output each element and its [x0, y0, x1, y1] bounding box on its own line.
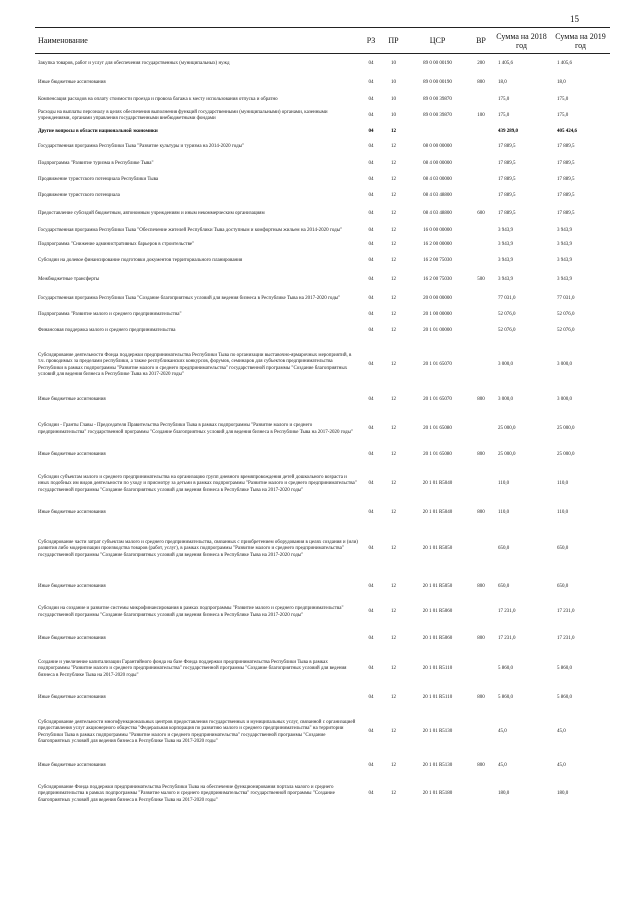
row-pr: 12	[391, 791, 396, 797]
table-row	[35, 775, 610, 815]
row-rz: 04	[368, 729, 374, 735]
row-pr: 12	[391, 481, 396, 487]
row-rz: 04	[368, 128, 374, 134]
row-sum-2019: 18,0	[557, 80, 566, 86]
header-pr: ПР	[382, 28, 405, 54]
row-csr: 08 0 00 00000	[423, 144, 452, 150]
row-sum-2018: 175,0	[498, 112, 510, 118]
row-pr: 12	[391, 328, 396, 334]
row-pr: 12	[391, 277, 396, 283]
row-rz: 04	[368, 328, 374, 334]
row-name: Иные бюджетные ассигнования	[38, 694, 106, 700]
row-vr	[470, 94, 492, 107]
row-sum-2018: 110,0	[498, 481, 510, 487]
row-csr: 20 1 01 R5060	[422, 636, 453, 642]
row-sum-2018: 650,0	[498, 583, 510, 589]
row-sum-2018: 17 889,5	[498, 144, 516, 150]
table-row	[35, 521, 610, 579]
row-csr: 20 1 01 R5040	[422, 510, 453, 516]
row-name: Субсидирование деятельности Фонда поддержки предпринимательства Республики Тыва по организации выставочно-ярмарочных мероприятий, в т.ч. проводимых за пределами республики, а также республиканских конкурсов, форумов, семинаров для субъектов предпринимательства Республики в рамках подпрограммы "Развитие малого и среднего предпринимательства" государственной программы "Создание благоприятных условий для ведения бизнеса в Республике Тыва на 2017-2020 годы"	[38, 353, 352, 377]
row-csr: 20 1 01 R5060	[422, 609, 453, 615]
row-pr: 12	[391, 452, 396, 458]
table-row	[35, 690, 610, 707]
row-csr: 20 1 01 R5130	[422, 763, 453, 769]
row-csr: 16 2 00 00000	[423, 242, 452, 248]
row-vr	[470, 291, 492, 309]
row-vr: 800	[477, 397, 485, 403]
row-vr: 800	[477, 763, 485, 769]
row-sum-2018: 439 289,0	[498, 128, 518, 134]
row-sum-2018: 5 860,0	[498, 666, 513, 672]
row-name: Субсидирование части затрат субъектам малого и среднего предпринимательства, связанных с приобретением оборудования в целях создания и (или) развития либо модернизации производства товаров (работ, услуг), в рамках подпрограммы "Развитие малого и среднего предпринимательства" государственной программы "Создание благоприятных условий для ведения бизнеса в Республике Тыва на 2017-2020 годы"	[38, 540, 358, 558]
table-row	[35, 126, 610, 139]
header-rz: РЗ	[360, 28, 382, 54]
row-sum-2018: 25 000,0	[498, 426, 516, 432]
row-sum-2018: 17 889,5	[498, 161, 516, 167]
page-number: 15	[570, 14, 579, 24]
table-body	[35, 54, 610, 815]
row-sum-2018: 17 231,0	[498, 636, 516, 642]
row-sum-2018: 180,0	[498, 791, 510, 797]
row-pr: 12	[391, 161, 396, 167]
row-vr: 200	[477, 60, 485, 66]
table-row	[35, 54, 610, 74]
table-row	[35, 579, 610, 596]
table-row	[35, 94, 610, 107]
row-rz: 04	[368, 277, 374, 283]
row-rz: 04	[368, 210, 374, 216]
row-vr	[470, 189, 492, 205]
row-sum-2018: 45,0	[498, 763, 507, 769]
row-sum-2018: 45,0	[498, 729, 507, 735]
row-name: Расходы на выплаты персоналу в целях обеспечения выполнения функций государственными (муниципальными) органами, казенными учреждениями, органами управления государственными внебюджетными фондами	[38, 109, 328, 121]
header-name: Наименование	[35, 28, 360, 54]
row-name: Иные бюджетные ассигнования	[38, 80, 106, 86]
row-rz: 04	[368, 546, 374, 552]
header-csr: ЦСР	[405, 28, 470, 54]
row-vr: 500	[477, 277, 485, 283]
row-vr: 800	[477, 583, 485, 589]
row-sum-2018: 3 943,9	[498, 227, 513, 233]
header-sum-2018: Сумма на 2018 год	[492, 28, 551, 54]
row-sum-2018: 77 031,0	[498, 296, 516, 302]
row-csr: 20 1 01 R5040	[422, 481, 453, 487]
row-rz: 04	[368, 161, 374, 167]
row-vr	[470, 239, 492, 253]
row-sum-2019: 3 943,9	[557, 258, 572, 264]
row-csr: 20 0 00 00000	[423, 296, 452, 302]
row-vr: 800	[477, 452, 485, 458]
row-pr: 12	[391, 210, 396, 216]
row-vr	[470, 253, 492, 271]
table-row	[35, 239, 610, 253]
row-pr: 10	[391, 60, 396, 66]
row-sum-2018: 25 000,0	[498, 452, 516, 458]
row-pr: 12	[391, 763, 396, 769]
row-csr: 16 0 00 00000	[423, 227, 452, 233]
row-pr: 10	[391, 96, 396, 102]
row-rz: 04	[368, 666, 374, 672]
row-name: Субсидирование Фонда поддержки предпринимательства Республики Тыва на обеспечение функционирования портала малого и среднего предпринимательства в рамках подпрограммы "Развитие малого и среднего предпринимательства" государственной программы "Создание благоприятных условий для ведения бизнеса в Республике Тыва на 2017-2020 годы"	[38, 785, 335, 803]
row-pr: 12	[391, 510, 396, 516]
row-rz: 04	[368, 258, 374, 264]
row-pr: 12	[391, 296, 396, 302]
row-sum-2018: 52 076,0	[498, 328, 516, 334]
row-csr: 08 4 03 48800	[423, 210, 452, 216]
row-csr: 08 4 03 48800	[423, 193, 452, 199]
row-rz: 04	[368, 397, 374, 403]
row-csr: 89 0 00 00190	[423, 80, 452, 86]
row-name: Субсидирование деятельности многофункциональных центров предоставления государственных и муниципальных услуг, связанной с организацией предоставления услуг акционерного общества "Федеральная корпорация по развитию малого и среднего предпринимательства" на территории Республики Тыва в рамках подпрограммы "Развитие малого и среднего предпринимательства" государственной программы "Создание благоприятных условий для ведения бизнеса в Республике Тыва на 2017-2020 годы"	[38, 720, 356, 744]
table-row	[35, 173, 610, 189]
row-name: Государственная программа Республики Тыва "Обеспечение жителей Республики Тыва доступным и комфортным жильем на 2014-2020 годы"	[38, 227, 343, 233]
row-vr	[470, 309, 492, 323]
row-sum-2019: 3 000,0	[557, 362, 572, 368]
row-vr	[470, 707, 492, 759]
table-row	[35, 253, 610, 271]
row-csr: 20 1 01 R5180	[422, 791, 453, 797]
row-pr: 12	[391, 193, 396, 199]
row-sum-2019: 650,0	[557, 546, 569, 552]
row-sum-2018: 3 000,0	[498, 397, 513, 403]
row-rz: 04	[368, 583, 374, 589]
row-sum-2019: 77 031,0	[557, 296, 575, 302]
row-pr: 12	[391, 177, 396, 183]
row-vr: 800	[477, 694, 485, 700]
row-name: Финансовая поддержка малого и среднего предпринимательства	[38, 328, 176, 334]
row-pr: 12	[391, 546, 396, 552]
table-row	[35, 323, 610, 341]
table-header	[35, 28, 610, 54]
row-vr: 600	[477, 210, 485, 216]
table-row	[35, 596, 610, 630]
row-rz: 04	[368, 177, 374, 183]
row-vr	[470, 157, 492, 173]
row-sum-2018: 3 943,9	[498, 258, 513, 264]
row-sum-2019: 110,0	[557, 481, 569, 487]
table-row	[35, 449, 610, 463]
row-sum-2019: 175,0	[557, 96, 569, 102]
row-rz: 04	[368, 296, 374, 302]
row-pr: 12	[391, 636, 396, 642]
row-vr	[470, 173, 492, 189]
row-name: Предоставление субсидий бюджетным, автономным учреждениям и иным некоммерческим организациям	[38, 210, 265, 216]
row-sum-2019: 3 943,9	[557, 242, 572, 248]
row-name: Субсидии на создание и развитие системы микрофинансирования в рамках подпрограммы "Развитие малого и среднего предпринимательства" государственной программы "Создание благоприятных условий для ведения бизнеса в Республике Тыва на 2017-2020 годы"	[38, 606, 344, 618]
row-sum-2018: 3 000,0	[498, 362, 513, 368]
row-pr: 10	[391, 80, 396, 86]
row-vr	[470, 463, 492, 507]
table-row	[35, 291, 610, 309]
table-row	[35, 759, 610, 775]
row-name: Подпрограмма "Снижение административных барьеров в строительстве"	[38, 242, 195, 248]
row-pr: 12	[391, 729, 396, 735]
row-rz: 04	[368, 510, 374, 516]
row-pr: 12	[391, 128, 396, 134]
table-row	[35, 189, 610, 205]
row-vr: 800	[477, 80, 485, 86]
row-name: Субсидии на долевое финансирование подготовки документов территориального планирования	[38, 258, 243, 264]
row-pr: 12	[391, 426, 396, 432]
row-csr: 89 0 00 00190	[423, 60, 452, 66]
row-name: Иные бюджетные ассигнования	[38, 583, 106, 589]
table-row	[35, 507, 610, 521]
table-row	[35, 309, 610, 323]
row-sum-2019: 110,0	[557, 510, 569, 516]
row-name: Иные бюджетные ассигнования	[38, 510, 106, 516]
table-row	[35, 341, 610, 391]
row-rz: 04	[368, 242, 374, 248]
row-sum-2019: 52 076,0	[557, 312, 575, 318]
table-row	[35, 411, 610, 449]
table-row	[35, 650, 610, 690]
row-vr	[470, 126, 492, 139]
row-sum-2018: 3 943,9	[498, 277, 513, 283]
row-name: Иные бюджетные ассигнования	[38, 636, 106, 642]
row-sum-2019: 52 076,0	[557, 328, 575, 334]
row-name: Иные бюджетные ассигнования	[38, 763, 106, 769]
row-rz: 04	[368, 362, 374, 368]
row-csr: 89 0 00 39870	[423, 112, 452, 118]
row-sum-2019: 17 231,0	[557, 609, 575, 615]
row-sum-2018: 17 889,5	[498, 193, 516, 199]
row-sum-2019: 17 889,5	[557, 144, 575, 150]
row-name: Продвижение туристского потенциала	[38, 193, 120, 199]
row-rz: 04	[368, 763, 374, 769]
row-sum-2019: 175,0	[557, 112, 569, 118]
row-vr	[470, 341, 492, 391]
row-sum-2018: 1 405,6	[498, 60, 513, 66]
row-sum-2019: 17 231,0	[557, 636, 575, 642]
row-sum-2019: 17 889,5	[557, 177, 575, 183]
row-sum-2019: 3 000,0	[557, 397, 572, 403]
row-sum-2019: 45,0	[557, 763, 566, 769]
row-name: Создание и увеличение капитализации Гарантийного фонда на базе Фонда поддержки предпринимательства Республики Тыва в рамках подпрограммы "Развитие малого и среднего предпринимательства" государственной программы "Создание благоприятных условий для ведения бизнеса в Республике Тыва на 2017-2020 годы"	[38, 660, 347, 678]
row-name: Иные бюджетные ассигнования	[38, 452, 106, 458]
row-csr: 20 1 01 65070	[423, 397, 452, 403]
row-pr: 12	[391, 609, 396, 615]
row-sum-2018: 5 860,0	[498, 694, 513, 700]
row-pr: 12	[391, 227, 396, 233]
row-vr: 800	[477, 510, 485, 516]
row-sum-2019: 17 889,5	[557, 161, 575, 167]
row-csr: 20 1 00 00000	[423, 312, 452, 318]
table-row	[35, 139, 610, 157]
table-row	[35, 107, 610, 126]
row-name: Межбюджетные трансферты	[38, 277, 100, 283]
row-name: Другие вопросы в области национальной экономики	[38, 128, 158, 134]
row-pr: 12	[391, 312, 396, 318]
row-vr: 800	[477, 636, 485, 642]
row-rz: 04	[368, 80, 374, 86]
row-rz: 04	[368, 609, 374, 615]
row-sum-2019: 1 405,6	[557, 60, 572, 66]
row-pr: 12	[391, 694, 396, 700]
row-rz: 04	[368, 60, 374, 66]
row-rz: 04	[368, 227, 374, 233]
row-csr: 20 1 01 R5050	[422, 546, 453, 552]
row-name: Продвижение туристского потенциала Республики Тыва	[38, 177, 159, 183]
row-sum-2019: 180,0	[557, 791, 569, 797]
row-name: Субсидии субъектам малого и среднего предпринимательства на организацию групп дневного времяпровождения детей дошкольного возраста и иных подобных им видов деятельности по уходу и присмотру за детьми в рамках подпрограммы "Развитие малого и среднего предпринимательства" государственной программы "Создание благоприятных условий для ведения бизнеса в Республике Тыва на 2017-2020 годы"	[38, 475, 357, 493]
row-name: Государственная программа Республики Тыва "Создание благоприятных условий для ведения бизнеса в Республике Тыва на 2017-2020 годы"	[38, 296, 341, 302]
row-name: Государственная программа Республики Тыва "Развитие культуры и туризма на 2014-2020 годы"	[38, 144, 245, 150]
row-vr	[470, 521, 492, 579]
row-pr: 12	[391, 666, 396, 672]
row-rz: 04	[368, 144, 374, 150]
row-csr: 08 4 00 00000	[423, 161, 452, 167]
row-sum-2019: 5 860,0	[557, 694, 572, 700]
table-row	[35, 224, 610, 239]
row-name: Подпрограмма "Развитие туризма в Республике Тыва"	[38, 161, 154, 167]
row-sum-2019: 45,0	[557, 729, 566, 735]
row-rz: 04	[368, 426, 374, 432]
row-pr: 12	[391, 258, 396, 264]
row-sum-2019: 17 889,5	[557, 193, 575, 199]
row-vr: 100	[477, 112, 485, 118]
table-row	[35, 707, 610, 759]
row-rz: 04	[368, 112, 374, 118]
row-rz: 04	[368, 791, 374, 797]
row-name: Иные бюджетные ассигнования	[38, 397, 106, 403]
table-row	[35, 391, 610, 411]
row-sum-2018: 17 889,5	[498, 177, 516, 183]
row-csr	[405, 126, 470, 139]
row-sum-2018: 175,0	[498, 96, 510, 102]
row-csr: 16 2 00 75030	[423, 258, 452, 264]
row-sum-2019: 650,0	[557, 583, 569, 589]
row-csr: 20 1 01 65080	[423, 426, 452, 432]
row-csr: 20 1 01 65070	[423, 362, 452, 368]
row-csr: 20 1 01 00000	[423, 328, 452, 334]
row-name: Компенсация расходов на оплату стоимости проезда и провоза багажа к месту использования отпуска и обратно	[38, 96, 278, 102]
row-csr: 08 4 03 00000	[423, 177, 452, 183]
row-rz: 04	[368, 636, 374, 642]
row-sum-2018: 17 889,5	[498, 210, 516, 216]
row-pr: 12	[391, 397, 396, 403]
row-sum-2019: 17 889,5	[557, 210, 575, 216]
table-row	[35, 271, 610, 291]
row-csr: 20 1 01 R5130	[422, 729, 453, 735]
row-sum-2018: 3 943,9	[498, 242, 513, 248]
row-vr	[470, 775, 492, 815]
table-row	[35, 463, 610, 507]
row-name: Закупка товаров, работ и услуг для обеспечения государственных (муниципальных) нужд	[38, 60, 230, 66]
row-rz: 04	[368, 193, 374, 199]
row-csr: 16 2 00 75030	[423, 277, 452, 283]
row-sum-2019: 3 943,9	[557, 277, 572, 283]
table-row	[35, 630, 610, 650]
row-pr: 12	[391, 362, 396, 368]
row-vr	[470, 224, 492, 239]
table-row	[35, 74, 610, 94]
table-row	[35, 205, 610, 224]
row-pr: 12	[391, 144, 396, 150]
row-sum-2019: 405 424,6	[557, 128, 577, 134]
row-sum-2019: 25 000,0	[557, 452, 575, 458]
row-sum-2018: 17 231,0	[498, 609, 516, 615]
row-vr	[470, 139, 492, 157]
row-rz: 04	[368, 694, 374, 700]
row-sum-2018: 110,0	[498, 510, 510, 516]
row-pr: 10	[391, 112, 396, 118]
header-vr: ВР	[470, 28, 492, 54]
table-row	[35, 157, 610, 173]
row-vr	[470, 323, 492, 341]
row-csr: 20 1 01 R5050	[422, 583, 453, 589]
row-sum-2018: 52 076,0	[498, 312, 516, 318]
row-pr: 12	[391, 242, 396, 248]
row-rz: 04	[368, 312, 374, 318]
row-sum-2019: 25 000,0	[557, 426, 575, 432]
row-sum-2019: 5 860,0	[557, 666, 572, 672]
row-csr: 20 1 01 65080	[423, 452, 452, 458]
row-csr: 89 0 00 39870	[423, 96, 452, 102]
budget-table	[35, 27, 610, 815]
row-sum-2018: 18,0	[498, 80, 507, 86]
row-pr: 12	[391, 583, 396, 589]
row-rz: 04	[368, 481, 374, 487]
row-name: Субсидии - Гранты Главы - Председателя Правительства Республики Тыва в рамках подпрограммы "Развитие малого и среднего предпринимательства" государственной программы "Создание благоприятных условий для ведения бизнеса в Республике Тыва на 2017-2020 годы"	[38, 423, 353, 435]
row-sum-2019: 3 943,9	[557, 227, 572, 233]
row-sum-2018: 650,0	[498, 546, 510, 552]
header-sum-2019: Сумма на 2019 год	[551, 28, 610, 54]
row-rz: 04	[368, 96, 374, 102]
row-vr	[470, 650, 492, 690]
row-csr: 20 1 01 R5110	[422, 666, 453, 672]
row-csr: 20 1 01 R5110	[422, 694, 453, 700]
row-rz: 04	[368, 452, 374, 458]
row-name: Подпрограмма "Развитие малого и среднего предпринимательства"	[38, 312, 182, 318]
row-vr	[470, 411, 492, 449]
row-vr	[470, 596, 492, 630]
